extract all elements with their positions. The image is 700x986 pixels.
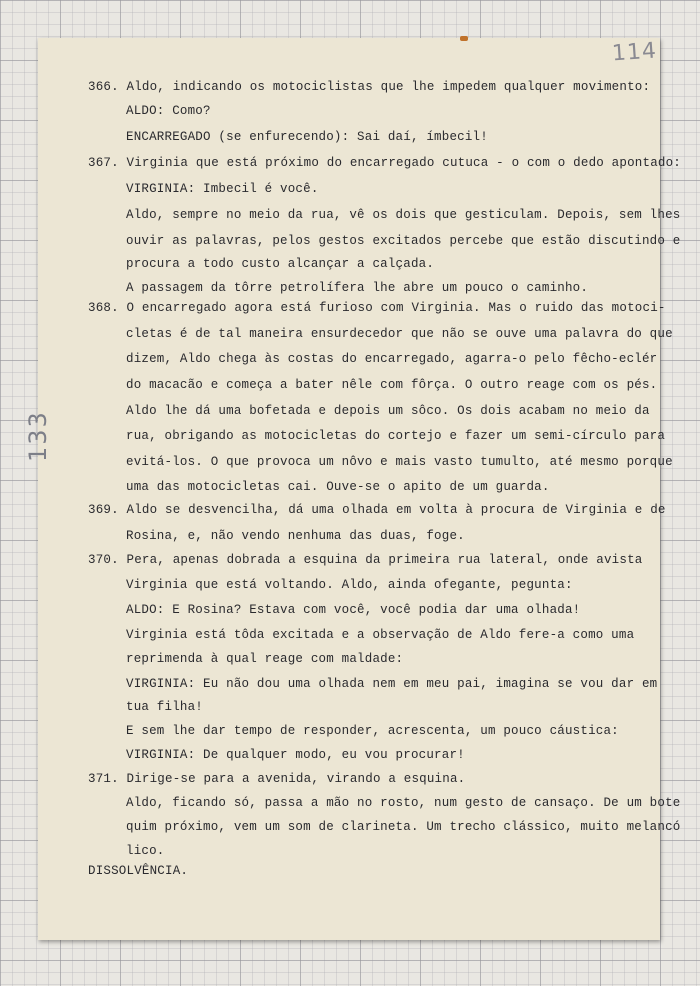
text-line: DISSOLVÊNCIA.: [88, 864, 189, 878]
text-line: quim próximo, vem um som de clarineta. Um trecho clássico, muito melancó: [126, 820, 681, 834]
text-line: rua, obrigando as motocicletas do cortejo e fazer um semi-círculo para: [126, 429, 666, 443]
text-line: reprimenda à qual reage com maldade:: [126, 652, 404, 666]
text-line: 371. Dirige-se para a avenida, virando a esquina.: [88, 772, 466, 786]
text-line: 370. Pera, apenas dobrada a esquina da primeira rua lateral, onde avista: [88, 553, 643, 567]
text-line: Rosina, e, não vendo nenhuma das duas, foge.: [126, 529, 465, 543]
text-line: A passagem da tôrre petrolífera lhe abre um pouco o caminho.: [126, 281, 589, 295]
text-line: uma das motocicletas cai. Ouve-se o apito de um guarda.: [126, 480, 550, 494]
text-line: VIRGINIA: Imbecil é você.: [126, 182, 319, 196]
text-line: E sem lhe dar tempo de responder, acrescenta, um pouco cáustica:: [126, 724, 619, 738]
text-line: Aldo lhe dá uma bofetada e depois um sôco. Os dois acabam no meio da: [126, 404, 650, 418]
text-line: Aldo, sempre no meio da rua, vê os dois que gesticulam. Depois, sem lhes: [126, 208, 681, 222]
text-line: dizem, Aldo chega às costas do encarregado, agarra-o pelo fêcho-eclér: [126, 352, 658, 366]
text-line: 368. O encarregado agora está furioso com Virginia. Mas o ruido das motoci-: [88, 301, 666, 315]
text-line: 369. Aldo se desvencilha, dá uma olhada em volta à procura de Virginia e de: [88, 503, 666, 517]
text-line: ENCARREGADO (se enfurecendo): Sai daí, ímbecil!: [126, 130, 488, 144]
side-number: 133: [24, 410, 52, 462]
text-line: Aldo, ficando só, passa a mão no rosto, num gesto de cansaço. De um bote: [126, 796, 681, 810]
text-line: VIRGINIA: De qualquer modo, eu vou procurar!: [126, 748, 465, 762]
text-line: tua filha!: [126, 700, 204, 714]
text-line: procura a todo custo alcançar a calçada.: [126, 257, 435, 271]
page-number: 114: [611, 38, 658, 67]
text-line: ALDO: E Rosina? Estava com você, você podia dar uma olhada!: [126, 603, 581, 617]
text-line: Virginia está tôda excitada e a observação de Aldo fere-a como uma: [126, 628, 635, 642]
text-line: VIRGINIA: Eu não dou uma olhada nem em meu pai, imagina se vou dar em: [126, 677, 658, 691]
text-line: 366. Aldo, indicando os motociclistas que lhe impedem qualquer movimento:: [88, 80, 651, 94]
text-line: do macacão e começa a bater nêle com fôrça. O outro reage com os pés.: [126, 378, 658, 392]
text-line: lico.: [126, 844, 165, 858]
text-line: Virginia que está voltando. Aldo, ainda ofegante, pegunta:: [126, 578, 573, 592]
text-line: cletas é de tal maneira ensurdecedor que não se ouve uma palavra do que: [126, 327, 673, 341]
text-line: evitá-los. O que provoca um nôvo e mais vasto tumulto, até mesmo porque: [126, 455, 673, 469]
text-line: 367. Virginia que está próximo do encarregado cutuca - o com o dedo apontado:: [88, 156, 681, 170]
staple-mark: [460, 36, 468, 41]
text-line: ouvir as palavras, pelos gestos excitados percebe que estão discutindo e: [126, 234, 681, 248]
text-line: ALDO: Como?: [126, 104, 211, 118]
